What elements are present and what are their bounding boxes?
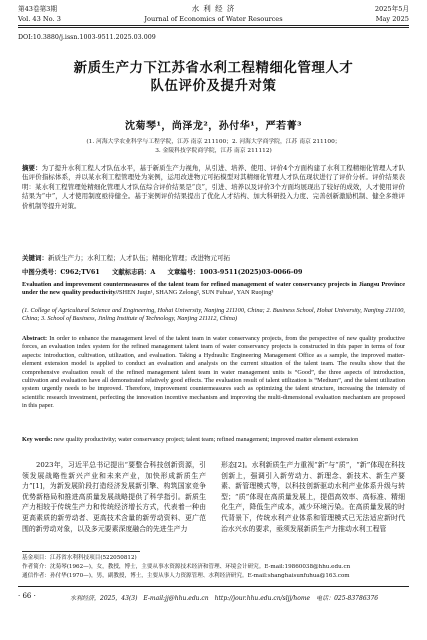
affiliation-line2: 3. 金陵科技学院商学院，江苏 南京 211112)	[155, 148, 272, 154]
author-list: 沈菊琴¹，尚泽龙²，孙付华¹，严若菁³	[124, 121, 303, 132]
footer-rule	[18, 586, 409, 587]
doi[interactable]: DOI:10.3880/j.issn.1003-9511.2025.03.009	[18, 34, 156, 41]
keywords-cn-text: 新质生产力；水利工程；人才队伍；精细化管理；改进物元可拓	[48, 254, 230, 262]
keywords-en-label: Key words:	[22, 436, 53, 443]
classification-line	[22, 267, 405, 276]
english-affiliations: (1. College of Agricultural Science and Engineering, Hohai University, Nanjing 211100, China; 2. Business School, Hohai University, Nanjing 211100, China; 3. School of Business, Jinling Institute of Technology, Nanjing 211112, China)	[22, 307, 405, 323]
keywords-cn-label: 关键词：	[22, 254, 48, 262]
footnote-rule	[22, 551, 140, 552]
footer-journal-info: 水利经济，2025，43(3) E-mail:jj@hhu.edu.cn http://jour.hhu.edu.cn/sljj/home 电话：025-83786376	[70, 595, 379, 602]
body-column-right: 形态[2]。水利新质生产力重视“新”与“质”，“新”体现在科技创新上，强调引入新劳动力、新理念、新技术、新生产要素、新管理模式等，以科技创新驱动水利产业体系升级与转型；“质”体现在高质量发展上，提倡高效率、高标准、精细化生产，降低生产成本，减少环境污染。在高质量发展的时代背景下，传统水利产业体系和管理模式已无法适应新时代治水兴水的要求，亟须发展新质生产力推动水利工程管	[221, 461, 405, 533]
article-title-line1: 新质生产力下江苏省水利工程精细化管理人才	[73, 60, 354, 76]
article-number: 文章编号：1003-9511(2025)03-0066-09	[167, 268, 303, 276]
english-authors: SHEN Juqin¹, SHANG Zelong², SUN Fuhua¹, YAN Ruojing³	[119, 289, 274, 297]
issue-number-en: Vol. 43 No. 3	[18, 15, 61, 23]
footnote-funding: 基金项目：江苏省水利科技项目(522050812)	[22, 555, 137, 561]
clc-number: 中图分类号：C962;TV61	[22, 268, 100, 276]
issue-number-cn: 第43卷第3期	[18, 5, 57, 13]
page-number: · 66 ·	[18, 592, 36, 600]
article-title-line2: 队伍评价及提升对策	[150, 78, 277, 94]
abstract-cn-label: 摘要：	[22, 164, 42, 172]
abstract-en	[22, 335, 405, 411]
abstract-cn	[22, 164, 405, 211]
journal-name-en: Journal of Economics of Water Resources	[144, 15, 283, 23]
keywords-en-text: new quality productivity; water conservancy project; talent team; refined management; improved matter element extension	[53, 436, 359, 443]
abstract-en-label: Abstract:	[22, 335, 48, 342]
keywords-cn	[22, 254, 405, 263]
header-rule-thin	[18, 27, 409, 28]
keywords-en	[22, 436, 405, 444]
abstract-cn-text: 为了提升水利工程人才队伍水平，基于新质生产力视角，从引进、培养、使用、评价4个方面构建了水利工程精细化管理人才队伍评价指标体系，并以某水利工程管理处为案例，运用改进物元可拓模型对其精细化管理人才队伍现状进行了评价分析。评价结果表明：某水利工程管理处精细化管理人才队伍综合评价结果是“良”，引进、培养以及评价3个方面均展现出了较好的成效，人才使用评价结果为“中”，人才使用制度亟待健全。基于案例评价结果提出了优化人才结构、加大科研投入力度、完善创新激励机制、健全多维评价机制等提升对策。	[22, 164, 406, 210]
issue-date-en: May 2025	[375, 15, 409, 23]
header-rule	[18, 25, 409, 26]
body-column-left: 2023年，习近平总书记提出“要整合科技创新资源，引领发展战略性新兴产业和未来产业，加快形成新质生产力”[1]，为新发展阶段打造经济发展新引擎、构筑国家竞争优势新格局和推进高质量发展战略提供了科学指引。新质生产力相较于传统生产力和传统经济增长方式，代表着一种由更高素质的新劳动者、更高技术含量的新劳动资料、更广范围的新劳动对象，以及多元要素深度融合的先进生产力	[22, 461, 206, 533]
issue-date-cn: 2025年5月	[374, 5, 409, 13]
footnote-author-bio: 作者简介：沈菊琴(1962—)，女，教授，博士，主要从事水资源技术经济和管理、环境会计研究。E-mail:19860038@hhu.edu.cn	[22, 564, 351, 570]
abstract-en-text: In order to enhance the management level of the talent team in water conservancy projects, from the perspective of new quality productive forces, an evaluation index system for the refined management talent team of water conservancy projects is constructed in this paper in terms of four aspects: introduction, cultivation, utilization, and evaluation. Taking a Hydraulic Engineering Management Office as a sample, the improved matter-element extension model is applied to conduct an evaluation and analysis on the current situation of the talent team. The results show that the comprehensive evaluation result of the refined management talent team in water management units is “Good”, the three aspects of introduction, cultivation and evaluation have all demonstrated relatively good effects. The evaluation result of talent utilization is “Medium”, and the talent utilization system urgently needs to be improved. Therefore, improvement countermeasures such as optimizing the talent structure, increasing the intensity of scientific research investment, perfecting the innovation incentive mechanism and improving the multi-dimensional evaluation mechanism are proposed in this paper.	[22, 335, 406, 410]
document-code: 文献标志码：A	[111, 268, 156, 276]
english-title: Evaluation and improvement countermeasures of the talent team for refined management of water conservancy projects in Jiangsu Province under the new quality productivity//	[22, 281, 405, 297]
affiliation-line1: (1. 河海大学农业科学与工程学院，江苏 南京 211100；2. 河海大学商学院，江苏 南京 211100；	[86, 139, 341, 145]
footnote-corresponding: 通信作者：孙付华(1970—)，男，副教授，博士，主要从事人力资源管理、水利经济研究。E-mail:shanghaisunfuhua@163.com	[22, 573, 350, 579]
journal-name-cn: 水 利 经 济	[191, 4, 236, 13]
english-title-block	[22, 281, 405, 298]
